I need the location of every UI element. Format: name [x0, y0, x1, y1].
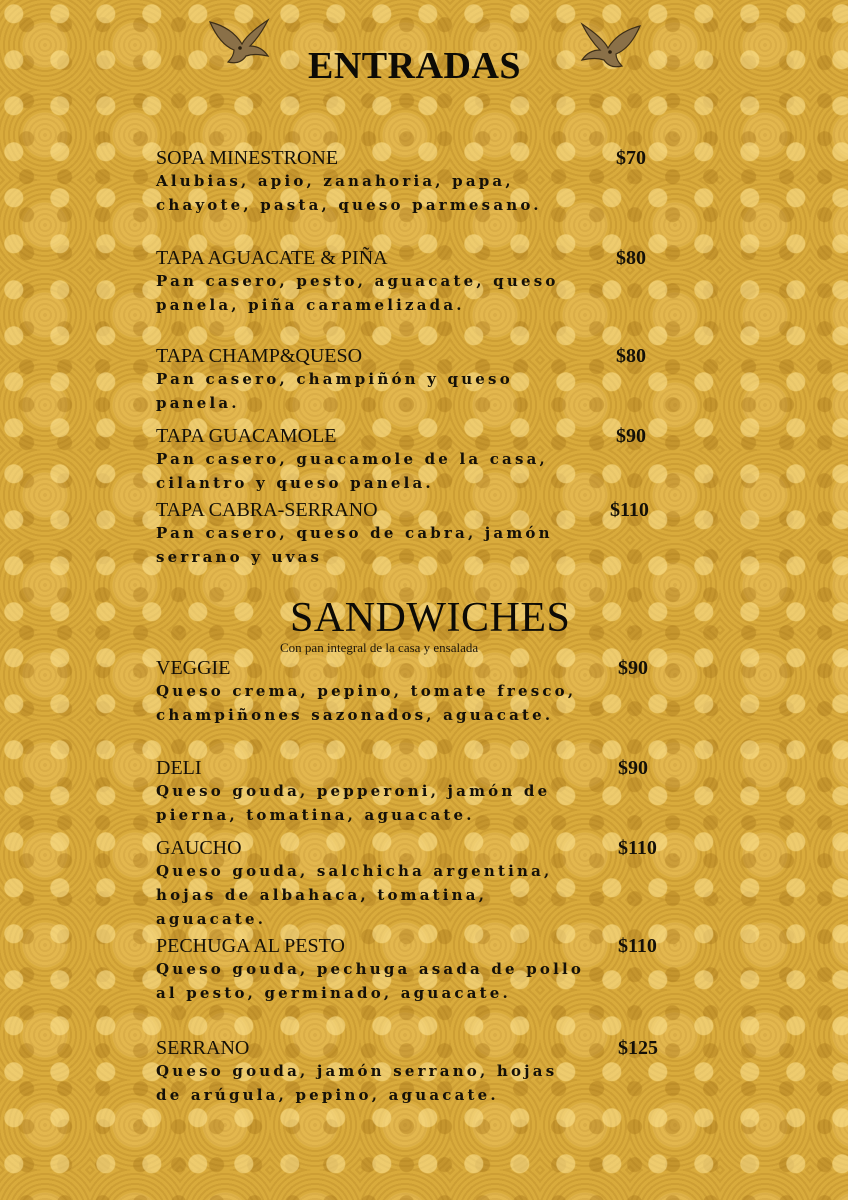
item-name: DELI — [156, 757, 202, 779]
item-description: Pan casero, queso de cabra, jamón serrano y uvas — [156, 524, 553, 566]
menu-item — [156, 656, 676, 727]
item-price: $70 — [616, 147, 646, 169]
menu-item — [156, 836, 676, 931]
item-name: VEGGIE — [156, 657, 231, 679]
section-title-sandwiches: SANDWICHES — [290, 595, 571, 641]
item-description: Queso gouda, jamón serrano, hojas de arúgula, pepino, aguacate. — [156, 1062, 558, 1104]
item-name: GAUCHO — [156, 837, 242, 859]
item-name: SOPA MINESTRONE — [156, 147, 339, 169]
item-name: TAPA CHAMP&QUESO — [156, 345, 363, 367]
item-description: Pan casero, guacamole de la casa, cilantro y queso panela. — [156, 450, 548, 492]
section-subtitle: Con pan integral de la casa y ensalada — [280, 640, 479, 655]
menu-item — [156, 344, 676, 415]
menu-item — [156, 498, 676, 569]
item-price: $80 — [616, 345, 646, 367]
item-price: $110 — [618, 935, 657, 957]
item-price: $110 — [610, 499, 649, 521]
menu-item — [156, 424, 676, 495]
item-price: $125 — [618, 1037, 658, 1059]
item-price: $90 — [618, 757, 648, 779]
menu-item — [156, 146, 676, 217]
item-description: Pan casero, pesto, aguacate, queso panela, piña caramelizada. — [156, 272, 559, 314]
item-name: SERRANO — [156, 1037, 250, 1059]
bird-icon — [206, 16, 276, 68]
item-price: $90 — [616, 425, 646, 447]
item-price: $90 — [618, 657, 648, 679]
bird-icon — [574, 20, 644, 72]
item-price: $80 — [616, 247, 646, 269]
item-description: Queso crema, pepino, tomate fresco, champiñones sazonados, aguacate. — [156, 682, 577, 724]
menu-item — [156, 934, 676, 1005]
item-name: PECHUGA AL PESTO — [156, 935, 345, 957]
item-description: Queso gouda, pepperoni, jamón de pierna, tomatina, aguacate. — [156, 782, 551, 824]
item-description: Queso gouda, salchicha argentina, hojas de albahaca, tomatina, aguacate. — [156, 862, 553, 928]
menu-item — [156, 756, 676, 827]
item-name: TAPA AGUACATE & PIÑA — [156, 247, 388, 269]
item-name: TAPA GUACAMOLE — [156, 425, 337, 447]
item-name: TAPA CABRA-SERRANO — [156, 499, 378, 521]
item-description: Alubias, apio, zanahoria, papa, chayote, pasta, queso parmesano. — [156, 172, 542, 214]
item-price: $110 — [618, 837, 657, 859]
item-description: Pan casero, champiñón y queso panela. — [156, 370, 513, 412]
menu-item — [156, 1036, 676, 1107]
item-description: Queso gouda, pechuga asada de pollo al pesto, germinado, aguacate. — [156, 960, 585, 1002]
menu-item — [156, 246, 676, 317]
section-title-entradas: ENTRADAS — [308, 45, 522, 87]
